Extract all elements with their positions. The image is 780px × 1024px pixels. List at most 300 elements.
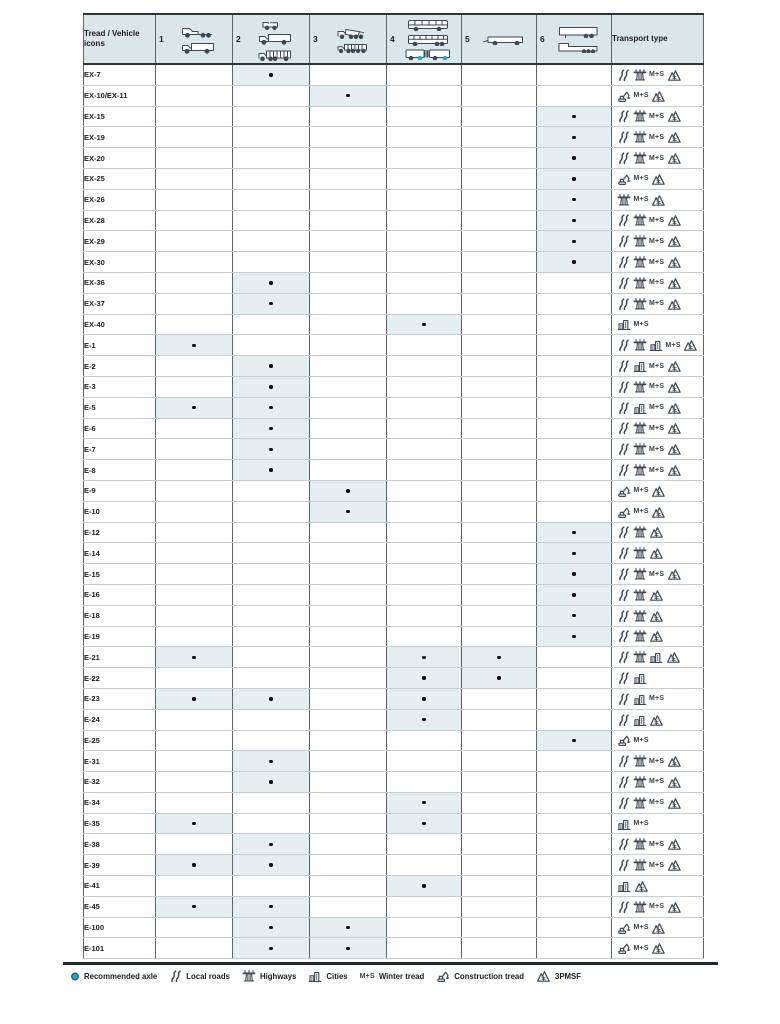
cities-icon: [633, 401, 647, 415]
3pmsf-icon: [634, 879, 649, 893]
transport-icon-group: [612, 68, 703, 82]
winter-tread-icon: M+S: [649, 861, 665, 869]
winter-tread-icon: M+S: [649, 799, 665, 807]
transport-type-cell: [612, 543, 704, 564]
recommended-axle-dot: [269, 448, 272, 451]
recommended-axle-dot: [269, 780, 272, 783]
tread-header-label: Tread / Vehicle icons: [84, 29, 140, 48]
model-label: EX-40: [84, 314, 156, 335]
winter-tread-icon: M+S: [649, 71, 665, 79]
transport-type-cell: [612, 293, 704, 314]
local-roads-icon: [617, 567, 630, 581]
axle-1-cell: [156, 64, 233, 85]
highways-icon: [633, 297, 647, 311]
model-label: EX-37: [84, 293, 156, 314]
axle-5-cell: [462, 356, 537, 377]
transport-type-cell: [612, 564, 704, 585]
legend-item: [169, 969, 230, 983]
table-row: [84, 792, 704, 813]
recommended-axle-dot: [269, 406, 272, 409]
table-row: [84, 335, 704, 356]
construction-icon: [617, 505, 631, 519]
axle-1-cell: [156, 626, 233, 647]
3pmsf-icon: [667, 255, 682, 269]
table-row: [84, 564, 704, 585]
light-truck-icon: [260, 18, 290, 30]
model-label: E-15: [84, 564, 156, 585]
model-label: EX-36: [84, 272, 156, 293]
transport-icon-group: [612, 255, 703, 269]
axle-5-cell: [462, 584, 537, 605]
axle-6-cell: [537, 626, 612, 647]
cities-icon: [633, 713, 647, 727]
axle-1-cell: [156, 501, 233, 522]
3pmsf-icon: [667, 401, 682, 415]
legend-label: Local roads: [186, 971, 230, 981]
3pmsf-icon: [667, 297, 682, 311]
transport-icon-group: [612, 109, 703, 123]
table-row: [84, 480, 704, 501]
highways-icon: [633, 255, 647, 269]
transport-icon-group: [612, 692, 703, 706]
model-label: E-5: [84, 397, 156, 418]
axle-5-cell: [462, 376, 537, 397]
local-roads-icon: [617, 359, 630, 373]
3pmsf-icon: [651, 172, 666, 186]
transport-type-cell: [612, 772, 704, 793]
box-truck-icon: [179, 40, 217, 54]
model-label: E-14: [84, 543, 156, 564]
axle-4-cell: [387, 792, 462, 813]
highways-icon: [633, 463, 647, 477]
axle-6-cell: [537, 605, 612, 626]
axle-4-cell: [387, 647, 462, 668]
axle-5-cell: [462, 210, 537, 231]
transport-type-cell: [612, 376, 704, 397]
axle-3-cell: [310, 210, 387, 231]
transport-icon-group: [612, 879, 703, 893]
cities-icon: [649, 650, 663, 664]
transport-icon-group: [612, 796, 703, 810]
axle-2-cell: [233, 501, 310, 522]
axle-6-cell: [537, 522, 612, 543]
axle-6-cell: [537, 127, 612, 148]
axle-1-cell: [156, 85, 233, 106]
axle-4-cell: [387, 85, 462, 106]
model-label: E-25: [84, 730, 156, 751]
axle-5-cell: [462, 751, 537, 772]
recommended-axle-dot: [422, 822, 425, 825]
axle-1-cell: [156, 668, 233, 689]
axle-3-cell: [310, 356, 387, 377]
winter-tread-icon: M+S: [633, 820, 649, 828]
table-row: [84, 668, 704, 689]
axle-5-cell: [462, 314, 537, 335]
3pmsf-icon: [667, 109, 682, 123]
axle-2-cell: [233, 751, 310, 772]
axle-6-cell: [537, 709, 612, 730]
recommended-axle-dot: [572, 739, 575, 742]
axle-3-cell: [310, 917, 387, 938]
city-bus-icon: [407, 18, 449, 31]
axle-2-cell: [233, 293, 310, 314]
axle-1-cell: [156, 335, 233, 356]
axle-5-cell: [462, 397, 537, 418]
axle-6-cell: [537, 64, 612, 85]
recommended-axle-dot: [269, 385, 272, 388]
axle-2-cell: [233, 376, 310, 397]
winter-tread-icon: M+S: [649, 570, 665, 578]
recommended-axle-dot: [269, 281, 272, 284]
model-label: E-23: [84, 688, 156, 709]
axle-2-cell: [233, 605, 310, 626]
table-row: [84, 938, 704, 959]
local-roads-icon: [617, 650, 630, 664]
axle-1-cell: [156, 252, 233, 273]
transport-type-cell: [612, 314, 704, 335]
axle-3-cell: [310, 231, 387, 252]
winter-tread-icon: M+S: [649, 237, 665, 245]
axle-2-cell: [233, 480, 310, 501]
transport-icon-group: [612, 671, 703, 685]
model-label: E-2: [84, 356, 156, 377]
tractor-unit-icon: [179, 24, 217, 38]
axle-5-cell: [462, 127, 537, 148]
3pmsf-icon: [667, 900, 682, 914]
local-roads-icon: [169, 969, 182, 983]
model-label: E-32: [84, 772, 156, 793]
axle-4-cell: [387, 293, 462, 314]
recommended-axle-dot: [269, 468, 272, 471]
axle-5-cell: [462, 335, 537, 356]
model-label: E-16: [84, 584, 156, 605]
axle-3-cell: [310, 751, 387, 772]
local-roads-icon: [617, 775, 630, 789]
local-roads-icon: [617, 151, 630, 165]
transport-type-cell: [612, 876, 704, 897]
axle-number: 3: [313, 34, 318, 44]
legend-item: [242, 969, 296, 983]
axle-3-cell: [310, 688, 387, 709]
construction-icon: [617, 941, 631, 955]
axle-1-cell: [156, 813, 233, 834]
table-row: [84, 272, 704, 293]
3pmsf-icon: [667, 775, 682, 789]
cities-icon: [617, 817, 631, 831]
table-row: [84, 730, 704, 751]
highways-icon: [633, 234, 647, 248]
axle-6-cell: [537, 85, 612, 106]
transport-icon-group: [612, 650, 703, 664]
highways-icon: [633, 109, 647, 123]
highways-icon: [633, 858, 647, 872]
winter-tread-icon: M+S: [649, 466, 665, 474]
axle-3-cell: [310, 647, 387, 668]
transport-type-cell: [612, 231, 704, 252]
construction-icon: [617, 89, 631, 103]
recommended-axle-dot: [192, 406, 195, 409]
recommended-axle-dot: [572, 156, 575, 159]
axle-3-cell: [310, 335, 387, 356]
3pmsf-icon: [667, 442, 682, 456]
transport-icon-group: [612, 234, 703, 248]
axle-6-cell: [537, 772, 612, 793]
transport-icon-group: [612, 421, 703, 435]
transport-type-cell: [612, 418, 704, 439]
recommended-axle-dot: [346, 489, 349, 492]
model-label: E-7: [84, 439, 156, 460]
axle-3-cell: [310, 148, 387, 169]
3pmsf-icon: [667, 796, 682, 810]
transport-type-cell: [612, 335, 704, 356]
axle-6-cell: [537, 688, 612, 709]
axle-4-cell: [387, 127, 462, 148]
axle-4-cell: [387, 418, 462, 439]
axle-5-cell: [462, 460, 537, 481]
axle-3-cell: [310, 189, 387, 210]
axle-6-cell: [537, 439, 612, 460]
3pmsf-icon: [536, 969, 551, 983]
axle-5-cell: [462, 917, 537, 938]
table-row: [84, 584, 704, 605]
axle-5-cell: [462, 439, 537, 460]
recommended-axle-dot: [497, 676, 500, 679]
recommended-axle-dot: [422, 676, 425, 679]
axle-4-cell: [387, 64, 462, 85]
transport-icon-group: [612, 921, 703, 935]
transport-type-cell: [612, 501, 704, 522]
model-label: EX-20: [84, 148, 156, 169]
axle-5-cell: [462, 501, 537, 522]
highways-icon: [633, 629, 647, 643]
model-label: EX-26: [84, 189, 156, 210]
table-row: [84, 376, 704, 397]
axle-5-cell: [462, 876, 537, 897]
recommended-axle-dot: [346, 947, 349, 950]
drawbar-trailer-icon: [482, 33, 524, 45]
transport-type-cell: [612, 605, 704, 626]
axle-1-cell: [156, 834, 233, 855]
model-label: E-24: [84, 709, 156, 730]
table-row: [84, 231, 704, 252]
cities-icon: [633, 359, 647, 373]
table-row: [84, 522, 704, 543]
recommended-axle-dot: [269, 302, 272, 305]
3pmsf-icon: [667, 359, 682, 373]
transport-icon-group: [612, 401, 703, 415]
axle-3-cell: [310, 813, 387, 834]
axle-2-cell: [233, 792, 310, 813]
highways-icon: [633, 276, 647, 290]
axle-4-cell: [387, 148, 462, 169]
axle-1-cell: [156, 127, 233, 148]
local-roads-icon: [617, 713, 630, 727]
axle-5-cell: [462, 668, 537, 689]
axle-3-cell: [310, 709, 387, 730]
3pmsf-icon: [667, 213, 682, 227]
transport-icon-group: [612, 172, 703, 186]
local-roads-icon: [617, 463, 630, 477]
local-roads-icon: [617, 401, 630, 415]
axle-2-cell: [233, 855, 310, 876]
model-label: E-45: [84, 896, 156, 917]
recommended-axle-dot: [269, 697, 272, 700]
table-row: [84, 709, 704, 730]
transport-icon-group: [612, 338, 703, 352]
recommended-axle-dot: [269, 843, 272, 846]
winter-tread-icon: M+S: [649, 133, 665, 141]
axle-3-cell: [310, 584, 387, 605]
axle-1-cell: [156, 272, 233, 293]
axle-6-cell: [537, 106, 612, 127]
axle-4-cell: [387, 688, 462, 709]
highways-icon: [633, 546, 647, 560]
axle-5-cell: [462, 106, 537, 127]
model-label: E-18: [84, 605, 156, 626]
local-roads-icon: [617, 900, 630, 914]
vehicle-icon-stack: [471, 33, 535, 45]
transport-icon-group: [612, 484, 703, 498]
recommended-axle-dot: [269, 905, 272, 908]
local-roads-icon: [617, 588, 630, 602]
axle-1-cell: [156, 584, 233, 605]
axle-6-cell: [537, 418, 612, 439]
axle-4-cell: [387, 314, 462, 335]
axle-5-cell: [462, 85, 537, 106]
axle-1-cell: [156, 917, 233, 938]
axle-2-cell: [233, 127, 310, 148]
table-row: [84, 460, 704, 481]
local-roads-icon: [617, 234, 630, 248]
axle-4-cell: [387, 272, 462, 293]
table-row: [84, 397, 704, 418]
axle-5-cell: [462, 168, 537, 189]
transport-icon-group: [612, 380, 703, 394]
transport-type-cell: [612, 64, 704, 85]
axle-6-cell: [537, 730, 612, 751]
truck-trailer-icon: [256, 47, 294, 61]
axle-3-cell: [310, 564, 387, 585]
recommended-axle-dot: [497, 656, 500, 659]
axle-4-cell: [387, 896, 462, 917]
axle-2-cell: [233, 896, 310, 917]
table-row: [84, 106, 704, 127]
winter-tread-icon: M+S: [633, 320, 649, 328]
axle-2-cell: [233, 210, 310, 231]
axle-6-cell: [537, 148, 612, 169]
model-label: EX-15: [84, 106, 156, 127]
local-roads-icon: [617, 109, 630, 123]
transport-type-cell: [612, 917, 704, 938]
axle-6-cell: [537, 564, 612, 585]
axle-3-cell: [310, 418, 387, 439]
winter-tread-icon: M+S: [633, 508, 649, 516]
model-label: EX-25: [84, 168, 156, 189]
local-roads-icon: [617, 297, 630, 311]
axle-2-cell: [233, 168, 310, 189]
axle-2-cell: [233, 876, 310, 897]
recommended-axle-dot: [572, 240, 575, 243]
axle-1-cell: [156, 106, 233, 127]
local-roads-icon: [617, 213, 630, 227]
construction-icon: [617, 733, 631, 747]
recommended-axle-dot: [572, 593, 575, 596]
transport-icon-group: [612, 89, 703, 103]
recommended-axle-dot: [422, 656, 425, 659]
tread-rows: [84, 64, 704, 959]
axle-4-cell: [387, 439, 462, 460]
axle-3-cell: [310, 272, 387, 293]
legend-item: [70, 971, 157, 982]
3pmsf-icon: [651, 505, 666, 519]
axle-4-cell: [387, 397, 462, 418]
local-roads-icon: [617, 858, 630, 872]
table-row: [84, 605, 704, 626]
axle-4-cell: [387, 210, 462, 231]
3pmsf-icon: [651, 484, 666, 498]
axle-1-cell: [156, 751, 233, 772]
table-row: [84, 813, 704, 834]
axle-1-cell: [156, 480, 233, 501]
transport-icon-group: [612, 525, 703, 539]
transport-header-cell: [612, 14, 704, 64]
box-truck-icon: [256, 31, 294, 45]
axle-2-cell: [233, 397, 310, 418]
winter-tread-icon: M+S: [633, 196, 649, 204]
table-row: [84, 127, 704, 148]
transport-type-cell: [612, 439, 704, 460]
transport-type-cell: [612, 272, 704, 293]
local-roads-icon: [617, 546, 630, 560]
winter-tread-icon: M+S: [649, 362, 665, 370]
3pmsf-icon: [651, 941, 666, 955]
axle-1-cell: [156, 647, 233, 668]
transport-icon-group: [612, 317, 703, 331]
axle-3-cell: [310, 64, 387, 85]
winter-tread-icon: M+S: [633, 736, 649, 744]
transport-type-cell: [612, 834, 704, 855]
semi-trailer-icon: [557, 25, 599, 38]
3pmsf-icon: [667, 421, 682, 435]
table-row: [84, 501, 704, 522]
transport-icon-group: [612, 941, 703, 955]
axle-6-cell: [537, 938, 612, 959]
recommended-axle-dot: [422, 801, 425, 804]
axle-2-cell: [233, 584, 310, 605]
cities-icon: [617, 317, 631, 331]
concrete-mixer-icon: [335, 25, 369, 39]
axle-1-cell: [156, 564, 233, 585]
axle-2-cell: [233, 772, 310, 793]
table-row: [84, 543, 704, 564]
local-roads-icon: [617, 796, 630, 810]
cities-icon: [617, 879, 631, 893]
transport-icon-group: [612, 505, 703, 519]
model-label: EX-19: [84, 127, 156, 148]
axle-1-cell: [156, 772, 233, 793]
local-roads-icon: [617, 609, 630, 623]
axle-2-cell: [233, 917, 310, 938]
axle-6-cell: [537, 314, 612, 335]
axle-1-cell: [156, 876, 233, 897]
transport-type-cell: [612, 127, 704, 148]
transport-type-cell: [612, 938, 704, 959]
axle-1-cell: [156, 189, 233, 210]
axle-2-cell: [233, 439, 310, 460]
axle-6-cell: [537, 834, 612, 855]
axle-4-cell: [387, 834, 462, 855]
3pmsf-icon: [649, 588, 664, 602]
